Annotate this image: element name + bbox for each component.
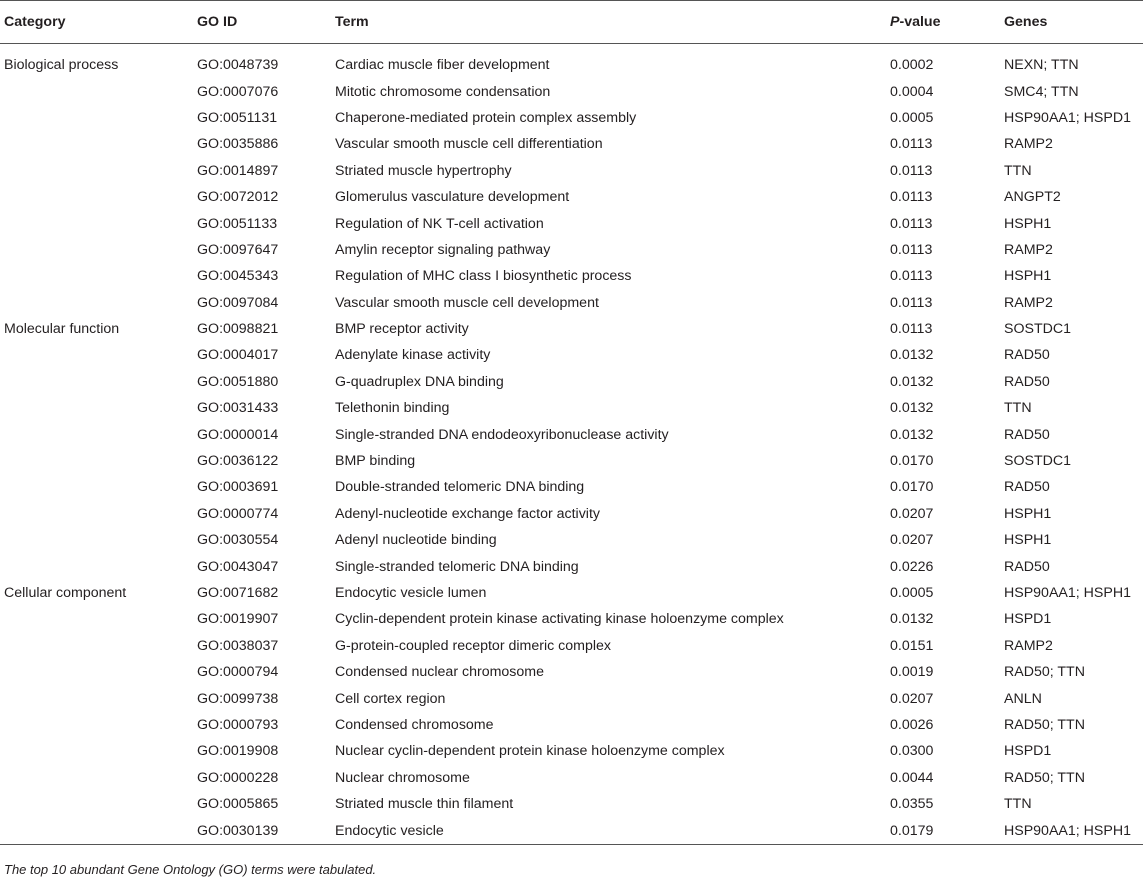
cell-term: Cell cortex region xyxy=(335,690,446,707)
cell-go-id: GO:0000014 xyxy=(197,426,279,443)
cell-term: Condensed nuclear chromosome xyxy=(335,664,544,681)
cell-genes: TTN xyxy=(1004,796,1032,813)
cell-category xyxy=(0,527,193,553)
header-p-value-suffix: -value xyxy=(899,14,941,30)
cell-genes: HSPH1 xyxy=(1004,532,1052,549)
cell-p-value: 0.0170 xyxy=(890,453,934,470)
cell-go-id: GO:0071682 xyxy=(197,585,279,601)
table-row xyxy=(0,738,1143,764)
cell-category xyxy=(0,553,193,579)
cell-category xyxy=(0,105,193,131)
cell-p-value: 0.0113 xyxy=(890,241,933,258)
table-row xyxy=(0,791,1143,817)
cell-category xyxy=(0,765,193,791)
cell-genes: RAD50; TTN xyxy=(1004,716,1085,733)
cell-genes: RAD50 xyxy=(1004,479,1050,496)
cell-category xyxy=(0,421,193,447)
cell-category: Cellular component xyxy=(4,585,127,601)
table-row xyxy=(0,316,1143,342)
cell-term: Single-stranded telomeric DNA binding xyxy=(335,558,579,575)
cell-go-id: GO:0099738 xyxy=(197,690,279,707)
cell-genes: HSP90AA1; HSPH1 xyxy=(1004,585,1131,601)
cell-genes: HSPH1 xyxy=(1004,268,1052,285)
cell-go-id: GO:0072012 xyxy=(197,189,279,206)
cell-category xyxy=(0,685,193,711)
cell-p-value: 0.0113 xyxy=(890,215,933,232)
cell-category xyxy=(0,290,193,316)
cell-genes: RAD50 xyxy=(1004,347,1050,364)
cell-term: Adenylate kinase activity xyxy=(335,347,491,364)
cell-term: Endocytic vesicle lumen xyxy=(335,585,487,601)
cell-term: Adenyl-nucleotide exchange factor activity xyxy=(335,505,600,522)
cell-term: Vascular smooth muscle cell development xyxy=(335,294,599,311)
table-row xyxy=(0,659,1143,685)
cell-go-id: GO:0030554 xyxy=(197,532,279,549)
table-row xyxy=(0,131,1143,157)
cell-genes: SOSTDC1 xyxy=(1004,453,1072,470)
table-row xyxy=(0,817,1143,844)
cell-go-id: GO:0000774 xyxy=(197,505,279,522)
cell-p-value: 0.0179 xyxy=(886,817,1000,844)
cell-term: Striated muscle thin filament xyxy=(335,796,514,813)
cell-go-id: GO:0007076 xyxy=(197,83,279,100)
header-go-id: GO ID xyxy=(193,1,331,44)
cell-go-id: GO:0045343 xyxy=(197,268,279,285)
cell-term: BMP binding xyxy=(335,453,416,470)
cell-genes: SOSTDC1 xyxy=(1004,321,1072,338)
cell-term: Nuclear chromosome xyxy=(335,769,470,786)
cell-genes: HSPD1 xyxy=(1004,743,1052,760)
cell-go-id: GO:0000793 xyxy=(197,716,279,733)
table-row xyxy=(0,633,1143,659)
cell-go-id: GO:0005865 xyxy=(197,796,279,813)
cell-category xyxy=(0,158,193,184)
cell-p-value: 0.0005 xyxy=(890,585,934,601)
cell-genes: SMC4; TTN xyxy=(1004,83,1079,100)
cell-go-id: GO:0098821 xyxy=(197,321,279,338)
cell-term: Nuclear cyclin-dependent protein kinase holoenzyme complex xyxy=(335,743,725,760)
cell-go-id: GO:0000228 xyxy=(197,769,279,786)
cell-genes: HSPH1 xyxy=(1004,215,1052,232)
cell-term: Regulation of NK T-cell activation xyxy=(335,215,544,232)
cell-genes: RAD50; TTN xyxy=(1004,769,1085,786)
cell-term: BMP receptor activity xyxy=(335,321,469,338)
cell-term: G-quadruplex DNA binding xyxy=(335,373,504,390)
header-genes: Genes xyxy=(1000,1,1143,44)
cell-go-id: GO:0097084 xyxy=(197,294,279,311)
table-row xyxy=(0,105,1143,131)
cell-genes: NEXN; TTN xyxy=(1004,57,1079,74)
cell-term: Mitotic chromosome condensation xyxy=(335,83,551,100)
table-row xyxy=(0,765,1143,791)
cell-category: Biological process xyxy=(4,57,119,74)
table-row xyxy=(0,342,1143,368)
cell-p-value: 0.0132 xyxy=(890,611,934,628)
cell-p-value: 0.0207 xyxy=(890,690,934,707)
cell-genes: RAD50; TTN xyxy=(1004,664,1085,681)
cell-p-value: 0.0132 xyxy=(890,400,934,417)
cell-category xyxy=(0,501,193,527)
cell-category: Molecular function xyxy=(4,321,120,338)
table-row xyxy=(0,395,1143,421)
cell-genes: RAMP2 xyxy=(1004,136,1053,153)
cell-p-value: 0.0300 xyxy=(890,743,934,760)
table-row xyxy=(0,606,1143,632)
cell-term: Cardiac muscle fiber development xyxy=(335,57,550,74)
cell-p-value: 0.0207 xyxy=(890,532,934,549)
table-row xyxy=(0,685,1143,711)
cell-p-value: 0.0226 xyxy=(890,558,934,575)
table-footnote: The top 10 abundant Gene Ontology (GO) terms were tabulated. xyxy=(4,862,377,877)
cell-go-id: GO:0051880 xyxy=(197,373,279,390)
cell-go-id: GO:0036122 xyxy=(197,453,279,470)
cell-category xyxy=(0,210,193,236)
cell-genes: HSPD1 xyxy=(1004,611,1052,628)
cell-go-id: GO:0097647 xyxy=(197,241,279,258)
table-row xyxy=(0,158,1143,184)
table-row xyxy=(0,369,1143,395)
cell-term: Telethonin binding xyxy=(335,400,450,417)
cell-p-value: 0.0044 xyxy=(890,769,934,786)
cell-term: Condensed chromosome xyxy=(335,716,494,733)
cell-term: Chaperone-mediated protein complex assembly xyxy=(335,109,637,126)
cell-category xyxy=(0,237,193,263)
cell-go-id: GO:0043047 xyxy=(197,558,279,575)
table-row xyxy=(0,290,1143,316)
cell-category xyxy=(0,263,193,289)
cell-term: G-protein-coupled receptor dimeric complex xyxy=(335,637,611,654)
cell-p-value: 0.0355 xyxy=(890,796,934,813)
cell-category xyxy=(0,659,193,685)
cell-go-id: GO:0051131 xyxy=(197,109,278,126)
cell-genes: HSP90AA1; HSPD1 xyxy=(1004,109,1131,126)
cell-category xyxy=(0,791,193,817)
cell-go-id: GO:0030139 xyxy=(193,817,331,844)
cell-go-id: GO:0014897 xyxy=(197,162,279,179)
table-row xyxy=(0,263,1143,289)
table-row xyxy=(0,553,1143,579)
table-row xyxy=(0,580,1143,606)
cell-category xyxy=(0,712,193,738)
cell-p-value: 0.0002 xyxy=(890,57,934,74)
table-row xyxy=(0,448,1143,474)
cell-genes: HSP90AA1; HSPH1 xyxy=(1000,817,1143,844)
cell-term: Regulation of MHC class I biosynthetic process xyxy=(335,268,632,285)
header-p-value-prefix: P xyxy=(890,14,900,30)
cell-category xyxy=(0,184,193,210)
cell-term: Amylin receptor signaling pathway xyxy=(335,241,551,258)
cell-p-value: 0.0019 xyxy=(890,664,934,681)
cell-category xyxy=(0,78,193,104)
cell-p-value: 0.0113 xyxy=(890,268,933,285)
cell-term: Striated muscle hypertrophy xyxy=(335,162,512,179)
cell-genes: TTN xyxy=(1004,400,1032,417)
cell-go-id: GO:0035886 xyxy=(197,136,279,153)
cell-p-value: 0.0113 xyxy=(890,321,933,338)
table-row xyxy=(0,527,1143,553)
cell-p-value: 0.0113 xyxy=(890,162,933,179)
table-row xyxy=(0,210,1143,236)
cell-p-value: 0.0005 xyxy=(890,109,934,126)
table-row xyxy=(0,501,1143,527)
cell-term: Vascular smooth muscle cell differentiation xyxy=(335,136,603,153)
cell-term: Double-stranded telomeric DNA binding xyxy=(335,479,585,496)
cell-genes: HSPH1 xyxy=(1004,505,1052,522)
cell-go-id: GO:0000794 xyxy=(197,664,279,681)
table-body xyxy=(0,44,1143,845)
cell-category xyxy=(0,606,193,632)
cell-category xyxy=(0,633,193,659)
table-row xyxy=(0,237,1143,263)
cell-go-id: GO:0051133 xyxy=(197,215,278,232)
cell-p-value: 0.0132 xyxy=(890,373,934,390)
table-row xyxy=(0,712,1143,738)
cell-term: Glomerulus vasculature development xyxy=(335,189,570,206)
cell-go-id: GO:0048739 xyxy=(197,57,279,74)
cell-category xyxy=(0,395,193,421)
cell-genes: RAMP2 xyxy=(1004,241,1053,258)
header-row xyxy=(0,1,1143,44)
cell-category xyxy=(0,448,193,474)
cell-p-value: 0.0132 xyxy=(890,426,934,443)
cell-category xyxy=(0,738,193,764)
table-row xyxy=(0,78,1143,104)
table-row xyxy=(0,474,1143,500)
cell-category xyxy=(0,817,193,844)
cell-go-id: GO:0019907 xyxy=(197,611,279,628)
cell-genes: RAMP2 xyxy=(1004,294,1053,311)
cell-go-id: GO:0004017 xyxy=(197,347,279,364)
cell-category xyxy=(0,131,193,157)
table-row xyxy=(0,184,1143,210)
header-term: Term xyxy=(331,1,886,44)
table-row xyxy=(0,44,1143,79)
cell-category xyxy=(0,474,193,500)
cell-p-value: 0.0113 xyxy=(890,189,933,206)
cell-genes: RAD50 xyxy=(1004,426,1050,443)
cell-go-id: GO:0019908 xyxy=(197,743,279,760)
cell-term: Cyclin-dependent protein kinase activating kinase holoenzyme complex xyxy=(335,611,784,628)
cell-term: Endocytic vesicle xyxy=(331,817,886,844)
cell-genes: RAD50 xyxy=(1004,373,1050,390)
cell-p-value: 0.0026 xyxy=(890,716,934,733)
cell-go-id: GO:0038037 xyxy=(197,637,279,654)
cell-go-id: GO:0031433 xyxy=(197,400,279,417)
cell-p-value: 0.0207 xyxy=(890,505,934,522)
table-row xyxy=(0,421,1143,447)
cell-genes: RAD50 xyxy=(1004,558,1050,575)
cell-term: Single-stranded DNA endodeoxyribonuclease activity xyxy=(335,426,669,443)
cell-p-value: 0.0113 xyxy=(890,136,933,153)
header-p-value xyxy=(886,1,1000,44)
cell-p-value: 0.0113 xyxy=(890,294,933,311)
cell-genes: ANLN xyxy=(1004,690,1042,707)
cell-p-value: 0.0004 xyxy=(890,83,934,100)
cell-genes: TTN xyxy=(1004,162,1032,179)
cell-category xyxy=(0,369,193,395)
cell-category xyxy=(0,342,193,368)
cell-p-value: 0.0151 xyxy=(890,637,934,654)
cell-genes: ANGPT2 xyxy=(1004,189,1061,206)
cell-p-value: 0.0170 xyxy=(890,479,934,496)
cell-p-value: 0.0132 xyxy=(890,347,934,364)
cell-genes: RAMP2 xyxy=(1004,637,1053,654)
header-category: Category xyxy=(0,1,193,44)
cell-go-id: GO:0003691 xyxy=(197,479,279,496)
cell-term: Adenyl nucleotide binding xyxy=(335,532,497,549)
